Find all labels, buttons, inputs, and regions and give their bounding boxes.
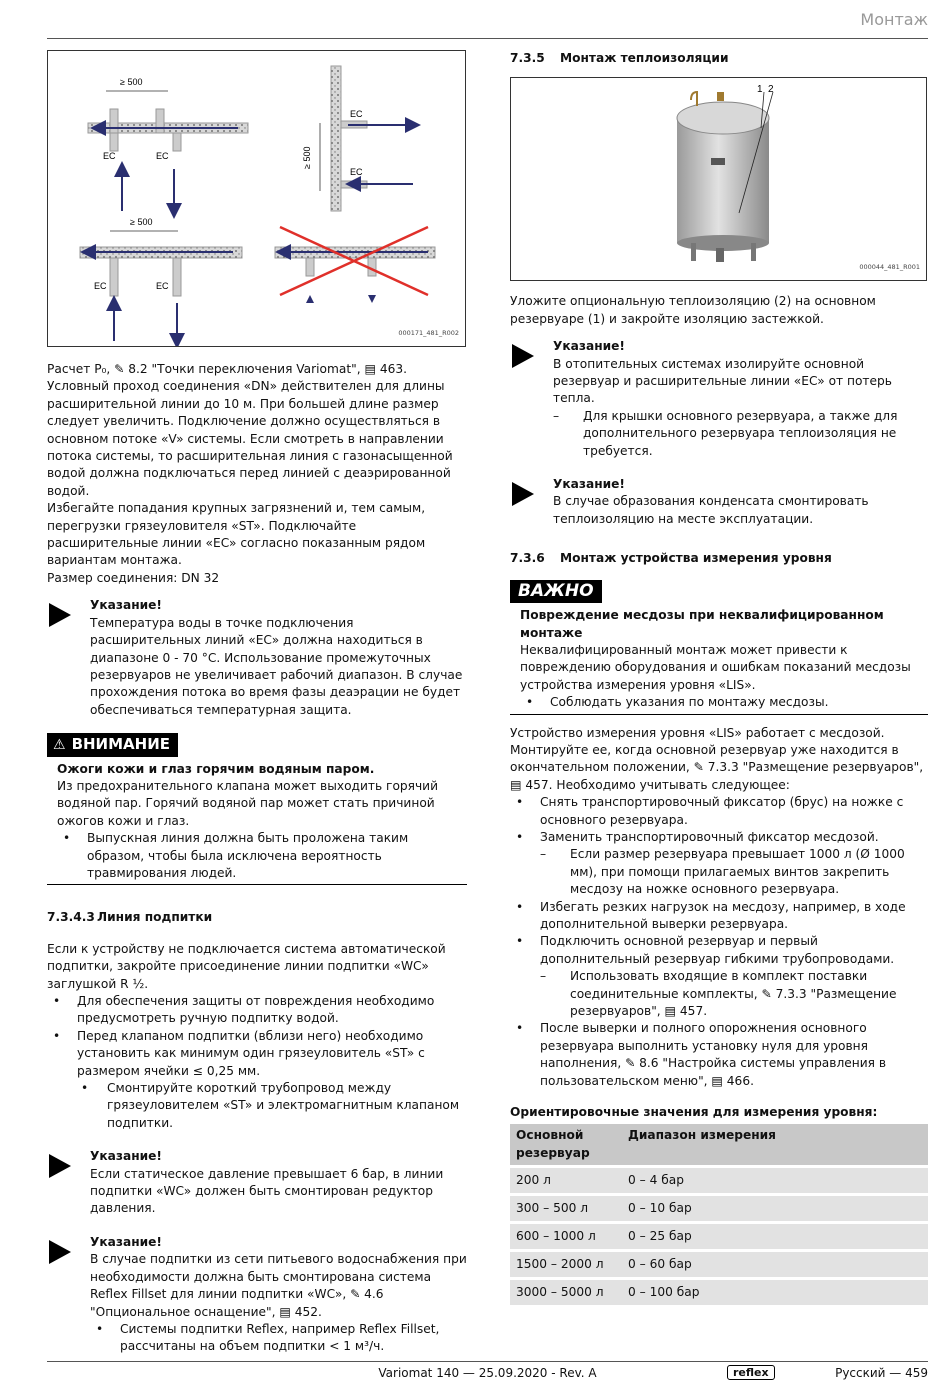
note-heading: Указание! — [90, 598, 162, 613]
bullet-connect-tanks: • Подключить основной резервуар и первый дополнительный резервуар гибкими трубопроводами. — [510, 933, 928, 968]
figure-id: 000171_481_R002 — [398, 328, 459, 337]
note-condensate — [510, 476, 928, 528]
tank-illustration — [511, 78, 926, 280]
bullet-zero-setting: • После выверки и полного опорожнения основного резервуара выполнить установку нуля для уровня наполнения, ✎ 8.6 "Настройка системы управления в пользовательском меню", ▤ 466. — [510, 1020, 928, 1090]
section-7-3-6 — [510, 550, 928, 567]
note-heating — [510, 338, 928, 460]
figure-insulation — [510, 77, 927, 281]
table-cell: 3000 – 5000 л — [510, 1280, 622, 1305]
note-arrow-icon — [512, 344, 534, 368]
table-cell: 0 – 10 бар — [622, 1196, 928, 1221]
section-title: Линия подпитки — [97, 910, 213, 925]
section-title: Монтаж теплоизоляции — [560, 51, 729, 65]
dim-label-3: ≥ 500 — [130, 217, 153, 227]
caution-bullet: • Выпускная линия должна быть проложена таким образом, чтобы была исключена вероятность травмирования людей. — [57, 830, 467, 882]
note-temperature — [47, 597, 467, 719]
note-arrow-icon — [49, 1240, 71, 1264]
table-cell: 300 – 500 л — [510, 1196, 622, 1221]
table-title: Ориентировочные значения для измерения уровня: — [510, 1105, 878, 1120]
paragraph-dn: Условный проход соединения «DN» действителен для длины расширительной линии до 10 м. При большей длине размер следует увеличить. Подключение должно осуществляться в основном потоке «V» системы. Если смотреть в направлении потока системы, то расширительная линия с газонасыщенной водой должна подключаться перед линией с деаэрированной водой. — [47, 379, 453, 498]
ec-label-3: EC — [350, 109, 363, 119]
table-row — [510, 1196, 928, 1221]
bullet-dirt-trap: • Перед клапаном подпитки (вблизи него) необходимо установить как минимум один грязеуловитель «ST» с размером ячейки ≤ 0,25 мм. — [47, 1028, 467, 1080]
important-box — [510, 580, 928, 715]
section-number: 7.3.6 — [510, 551, 545, 566]
paragraph-insulation: Уложите опциональную теплоизоляцию (2) на основном резервуаре (1) и закройте изоляцию застежкой. — [510, 294, 876, 326]
note-heading: Указание! — [90, 1234, 162, 1249]
figure-expansion-lines — [47, 50, 466, 347]
dash-large-tank: – Если размер резервуара превышает 1000 л (Ø 1000 мм), при помощи прилагаемых винтов закрепить месдозу на ножке основного резервуара. — [510, 846, 928, 898]
bullet-manual-fill: • Для обеспечения защиты от повреждения необходимо предусмотреть ручную подпитку водой. — [47, 993, 467, 1028]
ec-label-5: EC — [94, 281, 107, 291]
note-text: Температура воды в точке подключения расширительных линий «EC» должна находиться в диапазоне 0 - 70 °C. Использование промежуточных резервуаров не увеличивает рабочий диапазон. В случае прохождения потока во время фазы деаэрации не будет обеспечиваться температурная защита. — [90, 615, 463, 717]
important-heading: Повреждение месдозы при неквалифицированном монтаже — [520, 608, 884, 640]
table-row — [510, 1168, 928, 1193]
table-header-tank: Основной резервуар — [510, 1124, 622, 1165]
header-rule — [47, 38, 928, 39]
ec-label-2: EC — [156, 151, 169, 161]
ec-label-1: EC — [103, 151, 116, 161]
footer-doc-info: Variomat 140 — 25.09.2020 - Rev. A — [378, 1366, 597, 1380]
important-label: ВАЖНО — [510, 580, 602, 603]
bullet-avoid-loads: • Избегать резких нагрузок на месдозу, например, в ходе дополнительной выверки резервуара. — [510, 899, 928, 934]
section-7-3-4-3 — [47, 909, 467, 926]
note-arrow-icon — [512, 482, 534, 506]
important-bullet: • Соблюдать указания по монтажу месдозы. — [520, 694, 928, 711]
note-fillset — [47, 1234, 467, 1356]
note-heading: Указание! — [90, 1149, 162, 1164]
dim-label-2: ≥ 500 — [302, 146, 312, 169]
table-header-range: Диапазон измерения — [622, 1124, 928, 1165]
warning-triangle-icon: ⚠ — [53, 737, 66, 754]
note-text: В случае подпитки из сети питьевого водоснабжения при необходимости должна быть смонтирована система Reflex Fillset для линии подпитки «WC», ✎ 4.6 "Опциональное оснащение", ▤ 452. — [90, 1252, 467, 1319]
section-title: Монтаж устройства измерения уровня — [560, 551, 832, 566]
note-heading: Указание! — [553, 339, 625, 354]
note-text: Если статическое давление превышает 6 бар, в линии подпитки «WC» должен быть смонтирован редуктор давления. — [90, 1166, 444, 1216]
note-text: В отопительных системах изолируйте основной резервуар и расширительные линии «EC» от потерь тепла. — [553, 356, 892, 406]
figure-label-2: 2 — [768, 84, 774, 96]
figure-label-1: 1 — [757, 84, 763, 96]
caution-box — [47, 733, 467, 885]
note-dash-item: – Для крышки основного резервуара, а также для дополнительного резервуара теплоизоляция не требуется. — [553, 408, 928, 460]
left-column — [47, 50, 467, 1356]
page-header-title: Монтаж — [860, 10, 928, 29]
ec-label-4: EC — [350, 167, 363, 177]
dim-label-1: ≥ 500 — [120, 77, 143, 87]
table-row — [510, 1252, 928, 1277]
footer-page-number: Русский — 459 — [835, 1366, 928, 1380]
reflex-logo: reflex — [727, 1365, 775, 1380]
page-header — [0, 0, 950, 40]
bullet-replace-fixator: • Заменить транспортировочный фиксатор месдозой. — [510, 829, 928, 846]
section-number: 7.3.4.3 — [47, 910, 95, 925]
important-text: Неквалифицированный монтаж может привести к повреждению оборудования и ошибкам показаний месдозы устройства измерения уровня «LIS». — [520, 642, 911, 692]
table-cell: 600 – 1000 л — [510, 1224, 622, 1249]
table-cell: 0 – 25 бар — [622, 1224, 928, 1249]
bullet-short-pipe: • Смонтируйте короткий трубопровод между грязеуловителем «ST» и электромагнитным клапаном подпитки. — [47, 1080, 467, 1132]
dash-connection-kits: – Использовать входящие в комплект поставки соединительные комплекты, ✎ 7.3.3 "Размещение резервуаров", ▤ 457. — [510, 968, 928, 1020]
section-7-3-5 — [510, 50, 928, 67]
ec-label-6: EC — [156, 281, 169, 291]
note-pressure — [47, 1148, 467, 1218]
caution-heading: Ожоги кожи и глаз горячим водяным паром. — [57, 761, 375, 776]
table-cell: 0 – 100 бар — [622, 1280, 928, 1305]
note-arrow-icon — [49, 1154, 71, 1178]
right-column — [510, 50, 928, 1308]
table-cell: 200 л — [510, 1168, 622, 1193]
expansion-lines-diagram — [48, 51, 465, 346]
level-table — [510, 1121, 928, 1308]
section-number: 7.3.5 — [510, 51, 545, 65]
paragraph-calc: Расчет P₀, ✎ 8.2 "Точки переключения Variomat", ▤ 463. — [47, 362, 407, 376]
page-footer — [47, 1361, 928, 1380]
table-row — [510, 1224, 928, 1249]
table-cell: 0 – 60 бар — [622, 1252, 928, 1277]
caution-label: ⚠ ВНИМАНИЕ — [47, 733, 178, 756]
paragraph-lis: Устройство измерения уровня «LIS» работает с месдозой. Монтируйте ее, когда основной резервуар уже находится в окончательном положении, ✎ 7.3.3 "Размещение резервуаров", ▤ 457. Необходимо учитывать следующее: — [510, 725, 924, 792]
bullet-remove-fixator: • Снять транспортировочный фиксатор (брус) на ножке с основного резервуара. — [510, 794, 928, 829]
note-bullet: • Системы подпитки Reflex, например Reflex Fillset, рассчитаны на объем подпитки < 1 м³/ч. — [90, 1321, 467, 1356]
table-row — [510, 1280, 928, 1305]
paragraph-dirt: Избегайте попадания крупных загрязнений и, тем самым, перегрузки грязеуловителя «ST». Подключайте расширительные линии «EC» согласно показанным рядом вариантам монтажа. — [47, 501, 426, 568]
paragraph-fill-line: Если к устройству не подключается система автоматической подпитки, закройте присоединение линии подпитки «WC» заглушкой R ½. — [47, 941, 446, 991]
note-text: В случае образования конденсата смонтировать теплоизоляцию на месте эксплуатации. — [553, 494, 869, 526]
note-heading: Указание! — [553, 477, 625, 492]
paragraph-size: Размер соединения: DN 32 — [47, 570, 220, 585]
figure-id: 000044_481_R001 — [859, 263, 920, 271]
note-arrow-icon — [49, 603, 71, 627]
table-cell: 1500 – 2000 л — [510, 1252, 622, 1277]
caution-text: Из предохранительного клапана может выходить горячий водяной пар. Горячий водяной пар может стать причиной ожогов кожи и глаз. — [57, 778, 439, 828]
table-cell: 0 – 4 бар — [622, 1168, 928, 1193]
